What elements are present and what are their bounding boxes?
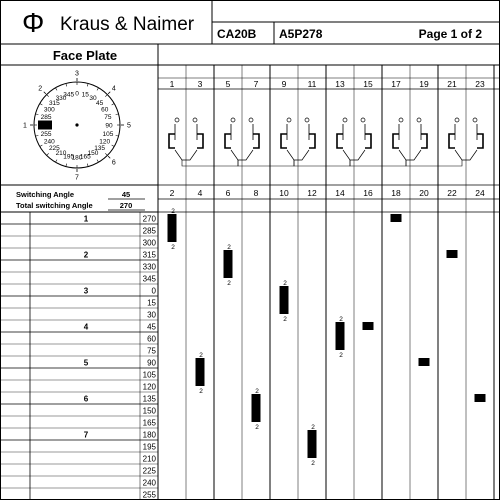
table-row [0,335,158,345]
terminal-screw [287,118,291,122]
dial-angle-label: 300 [43,106,55,114]
row-angle: 135 [142,394,156,404]
dial-tick [66,83,67,86]
contact-blade [337,134,343,148]
contact-bar-note: 2 [339,352,343,359]
table-row [0,215,158,225]
face-plate-title: Face Plate [52,48,118,63]
terminal-columns [158,65,499,499]
terminal-top-number: 5 [225,79,231,89]
switching-table [0,212,499,500]
dial-position-label: 4 [111,85,116,93]
terminal-bottom-number: 24 [475,188,485,198]
contact-bar [391,214,402,222]
table-row [0,431,158,441]
cam-link [182,160,238,166]
table-row [0,455,158,465]
switching-angle-value: 45 [121,190,131,199]
cam-link [238,160,294,166]
contact-closed-bar [475,394,486,402]
contact-closed-bar [280,280,289,323]
dial-tick [47,95,49,97]
contact-bar-note: 2 [255,424,259,431]
dial-tick [97,88,99,91]
position-number: 7 [83,430,89,440]
terminal-screw [175,118,179,122]
row-angle: 345 [142,274,156,284]
type-code: CA20B [217,27,257,41]
dial-angle-label: 180 [71,154,83,162]
terminal-screw [343,118,347,122]
contact-bar-note: 2 [171,208,175,215]
cam-link [294,160,350,166]
position-number: 3 [83,286,89,296]
dial-angle-label: 210 [55,150,67,158]
contact-closed-bar [447,250,458,258]
terminal-top-number: 7 [253,79,259,89]
contact-bar [224,250,233,278]
table-row [0,443,158,453]
terminal-screw [455,118,459,122]
row-angle: 285 [142,226,156,236]
dial-position-label: 3 [75,70,79,78]
table-row [0,419,158,429]
contact-bar [168,214,177,242]
row-angle: 0 [151,286,156,296]
table-row [0,251,158,261]
switching-angle-label: Switching Angle [16,190,75,199]
contact-bar-note: 2 [339,316,343,323]
terminal-bottom-number: 8 [253,188,259,198]
contact-bar [336,322,345,350]
contact-closed-bar [419,358,430,366]
position-number: 5 [83,358,89,368]
table-row [0,407,158,417]
terminal-screw [305,118,309,122]
terminal-screw [399,118,403,122]
row-angle: 165 [142,418,156,428]
dial-angle-label: 285 [40,114,52,122]
dial-position-label: 7 [75,174,79,182]
dial-tick [40,104,43,106]
face-plate-dial [23,71,131,182]
dial-angle-label: 105 [102,130,114,138]
contact-pair-symbol [281,118,350,166]
terminal-bottom-number: 4 [197,188,203,198]
terminal-top-number: 1 [169,79,175,89]
dial-angle-label: 165 [79,153,91,161]
terminal-bottom-number: 2 [169,188,175,198]
contact-closed-bar [308,424,317,467]
contact-bar-note: 2 [171,244,175,251]
dial-position-label: 5 [127,122,131,130]
terminal-bottom-number: 16 [363,188,373,198]
terminal-top-number: 23 [475,79,485,89]
table-row [0,299,158,309]
table-row [0,383,158,393]
terminal-top-number: 19 [419,79,429,89]
contact-closed-bar [336,316,345,359]
dial-tick [40,145,43,147]
table-row [0,287,158,297]
terminal-top-number: 17 [391,79,401,89]
row-angle: 195 [142,442,156,452]
total-switching-angle-value: 270 [119,201,133,210]
row-angle: 75 [147,346,156,356]
dial-tick [112,145,115,147]
table-row [0,479,158,489]
row-angle: 90 [147,358,156,368]
terminal-screw [417,118,421,122]
dial-tick [87,83,88,86]
contact-blade [365,134,371,148]
dial-angle-label: 135 [94,145,106,153]
terminal-bottom-number: 18 [391,188,401,198]
position-number: 1 [83,214,89,224]
row-angle: 105 [142,370,156,380]
contact-blade [393,134,399,148]
dial-tick [35,135,38,136]
table-row [0,311,158,321]
dial-tick [35,114,38,115]
dial-angle-label: 345 [63,91,75,99]
drawing-number: A5P278 [279,27,323,41]
terminal-screw [473,118,477,122]
dial-tick [116,135,119,136]
contact-blade [169,134,175,148]
row-angle: 330 [142,262,156,272]
contact-bar [280,286,289,314]
table-row [0,239,158,249]
dial-tick [105,153,107,155]
cam-link [406,160,462,166]
table-row [0,263,158,273]
dial-angle-label: 75 [104,114,112,122]
total-switching-angle-label: Total switching Angle [16,201,93,210]
position-number: 4 [83,322,89,332]
contact-bar [419,358,430,366]
terminal-top-number: 15 [363,79,373,89]
contact-pair-symbol [169,118,238,166]
table-row [0,347,158,357]
terminal-top-number: 21 [447,79,457,89]
dial-position-label: 6 [111,159,116,167]
contact-bar [252,394,261,422]
dial-tick [97,160,99,163]
cam-link [350,160,406,166]
contact-bar-note: 2 [227,280,231,287]
contact-bar [475,394,486,402]
position-number: 2 [83,250,89,260]
terminal-top-number: 3 [197,79,203,89]
dial-position-label: 1 [23,122,27,130]
contact-closed-bar [391,214,402,222]
contact-bar-note: 2 [199,352,203,359]
dial-position-tick [108,92,110,94]
terminal-screw [231,118,235,122]
contact-bar [308,430,317,458]
terminal-bottom-number: 14 [335,188,345,198]
terminal-top-number: 9 [281,79,287,89]
brand-logo-symbol: Φ [22,7,45,38]
position-number: 6 [83,394,89,404]
terminal-screw [193,118,197,122]
table-row [0,275,158,285]
contact-bar-note: 2 [199,388,203,395]
terminal-top-number: 11 [307,79,317,89]
contact-closed-bar [252,388,261,431]
row-angle: 240 [142,478,156,488]
contact-bar [363,322,374,330]
contact-bar-note: 2 [283,316,287,323]
brand-name: Kraus & Naimer [60,14,195,35]
dial-angle-label: 120 [99,138,111,146]
contact-blade [421,134,427,148]
row-angle: 45 [147,322,156,332]
table-row [0,359,158,369]
dial-center [75,123,78,126]
dial-angle-label: 30 [89,94,97,102]
dial-angle-label: 45 [96,99,104,107]
contact-pair-symbol [393,118,462,166]
dial-position-tick [44,92,46,94]
row-angle: 270 [142,214,156,224]
contact-blade [309,134,315,148]
row-angle: 300 [142,238,156,248]
contact-closed-bar [363,322,374,330]
row-angle: 255 [142,490,156,500]
contact-bar-note: 2 [255,388,259,395]
dial-angle-label: 0 [75,90,79,98]
terminal-screw [361,118,365,122]
dial-angle-label: 255 [40,130,52,138]
terminal-top-number: 13 [335,79,345,89]
terminal-screw [249,118,253,122]
dial-position-label: 2 [38,85,43,93]
page-indicator: Page 1 of 2 [418,27,482,41]
dial-angle-label: 90 [105,122,113,130]
contact-bar [196,358,205,386]
contact-bar-note: 2 [227,244,231,251]
dial-angle-label: 15 [81,91,89,99]
row-angle: 30 [147,310,156,320]
dial-tick [47,153,49,155]
dial-tick [105,95,107,97]
table-row [0,491,158,500]
row-angle: 180 [142,430,156,440]
dial-angle-label: 195 [63,153,75,161]
dial-angle-label: 240 [43,138,55,146]
row-angle: 225 [142,466,156,476]
contact-closed-bar [196,352,205,395]
contact-bar-note: 2 [283,280,287,287]
contact-bar-note: 2 [311,424,315,431]
contact-blade [281,134,287,148]
table-row [0,323,158,333]
table-row [0,395,158,405]
dial-tick [56,88,58,91]
contact-closed-bar [224,244,233,287]
row-angle: 150 [142,406,156,416]
dial-tick [87,164,88,167]
header [0,0,499,44]
table-row [0,371,158,381]
contact-pair-symbol [225,118,294,166]
dial-tick [116,114,119,115]
dial-angle-label: 330 [55,94,67,102]
dial-angle-label: 225 [48,145,60,153]
terminal-bottom-number: 10 [279,188,289,198]
dial-tick [112,104,115,106]
dial-angle-label: 60 [101,106,109,114]
contact-blade [477,134,483,148]
contact-bar-note: 2 [311,460,315,467]
dial-angle-label: 150 [87,150,99,158]
dial-tick [66,164,67,167]
terminal-bottom-number: 20 [419,188,429,198]
dial-angle-label: 270 [39,122,51,130]
row-angle: 15 [147,298,156,308]
table-row [0,467,158,477]
dial-tick [56,160,58,163]
dial-angle-label: 315 [48,99,60,107]
terminal-bottom-number: 12 [307,188,317,198]
contact-blade [253,134,259,148]
terminal-bottom-number: 6 [225,188,231,198]
contact-bar [447,250,458,258]
terminal-bottom-number: 22 [447,188,457,198]
row-angle: 315 [142,250,156,260]
dial-position-tick [108,156,110,158]
contact-blade [449,134,455,148]
contact-pair-symbol [337,118,406,166]
contact-blade [197,134,203,148]
contact-blade [225,134,231,148]
row-angle: 210 [142,454,156,464]
row-angle: 60 [147,334,156,344]
table-row [0,227,158,237]
contact-closed-bar [168,208,177,251]
row-angle: 120 [142,382,156,392]
